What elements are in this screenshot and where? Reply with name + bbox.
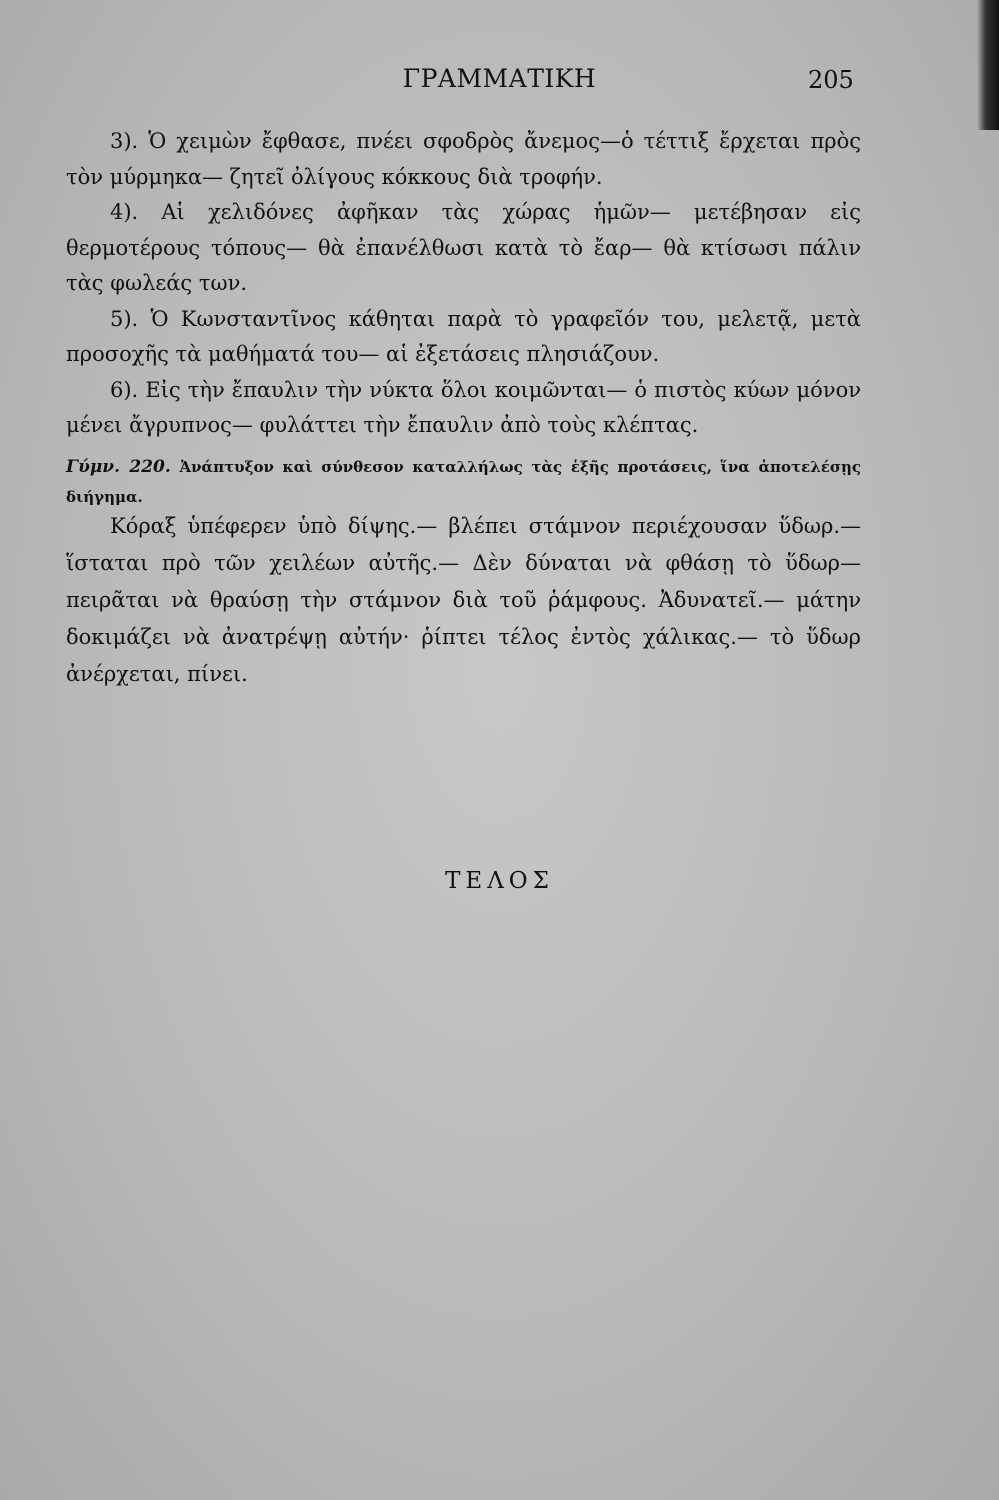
sentence-item-4: 4). Αἱ χελιδόνες ἀφῆκαν τὰς χώρας ἡμῶν— μετέβησαν εἰς θερμοτέρους τόπους— θὰ ἐπανέλθωσι κατὰ τὸ ἔαρ— θὰ κτίσωσι πάλιν τὰς φωλεάς των. (66, 200, 861, 295)
sentence-item-5: 5). Ὁ Κωνσταντῖνος κάθηται παρὰ τὸ γραφεῖόν του, μελετᾷ, μετὰ προσοχῆς τὰ μαθήματά του— αἱ ἐξετάσεις πλησιάζουν. (66, 306, 861, 366)
story-paragraph (66, 508, 861, 693)
ending-word: ΤΕΛΟΣ (445, 868, 554, 894)
exercise-instruction (66, 452, 861, 512)
page-number: 205 (808, 66, 854, 94)
running-header: ΓΡΑΜΜΑΤΙΚΗ (402, 64, 597, 93)
story-text: Κόραξ ὑπέφερεν ὑπὸ δίψης.— βλέπει στάμνον περιέχουσαν ὕδωρ.— ἵσταται πρὸ τῶν χειλέων αὐτῆς.— Δὲν δύναται νὰ φθάσῃ τὸ ὕδωρ— πειρᾶται νὰ θραύσῃ τὴν στάμνον διὰ τοῦ ῥάμφους. Ἀδυνατεῖ.— μάτην δοκιμάζει νὰ ἀνατρέψῃ αὐτήν· ῥίπτει τέλος ἐντὸς χάλικας.— τὸ ὕδωρ ἀνέρχεται, πίνει. (66, 514, 861, 686)
sentence-item-6: 6). Εἰς τὴν ἔπαυλιν τὴν νύκτα ὅλοι κοιμῶνται— ὁ πιστὸς κύων μόνον μένει ἄγρυπνος— φυλάττει τὴν ἔπαυλιν ἀπὸ τοὺς κλέπτας. (66, 377, 861, 437)
sentence-item-3: 3). Ὁ χειμὼν ἔφθασε, πνέει σφοδρὸς ἄνεμος—ὁ τέττιξ ἔρχεται πρὸς τὸν μύρμηκα— ζητεῖ ὀλίγους κόκκους διὰ τροφήν. (66, 129, 861, 189)
exercise-text: Ἀνάπτυξον καὶ σύνθεσον καταλλήλως τὰς ἑξῆς προτάσεις, ἵνα ἀποτελέσῃς διήγημα. (66, 458, 861, 506)
numbered-sentences (66, 124, 861, 444)
exercise-number: Γύμν. 220. (66, 457, 171, 477)
